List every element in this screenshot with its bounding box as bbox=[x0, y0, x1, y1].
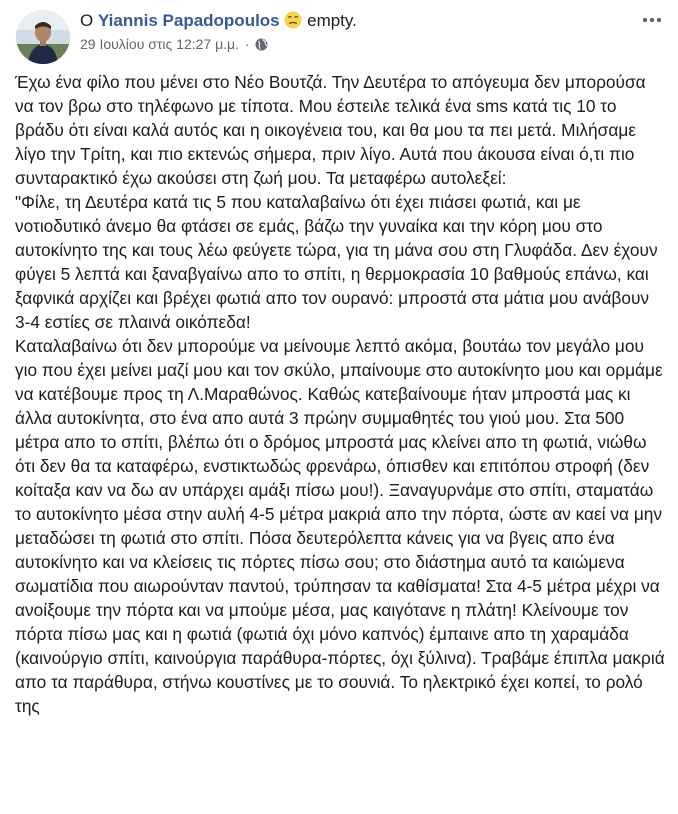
author-prefix: O bbox=[80, 11, 94, 30]
avatar-image bbox=[16, 10, 70, 64]
timestamp-line bbox=[80, 34, 626, 54]
globe-icon[interactable] bbox=[255, 38, 268, 51]
timestamp-link[interactable]: 29 Ιουλίου στις 12:27 μ.μ. bbox=[80, 36, 239, 52]
post-paragraph: Έχω ένα φίλο που μένει στο Νέο Βουτζά. Την Δευτέρα το απόγευμα δεν μπορούσα να τον βρω στο τηλέφωνο με τίποτα. Μου έστειλε τελικά ένα sms κατά τις 10 το βράδυ ότι είναι καλά αυτός και η οικογένεια του, και θα μου τα πει μετά. Μιλήσαμε λίγο την Τρίτη, και πιο εκτενώς σήμερα, πριν λίγο. Αυτά που άκουσα είναι ό,τι πιο συνταρακτικό έχω ακούσει στη ζωή μου. Τα μεταφέρω αυτολεξεί: bbox=[15, 72, 651, 188]
post-header bbox=[12, 8, 666, 60]
post-paragraph: Καταλαβαίνω ότι δεν μπορούμε να μείνουμε λεπτό ακόμα, βουτάω τον μεγάλο μου γιο που έχει μείνει μαζί μου και τον σκύλο, μπαίνουμε στο αυτοκίνητο μου και ορμάμε να κατέβουμε προς τη Λ.Μαραθώνος. Καθώς κατεβαίνουμε ήταν μπροστά μας κι άλλα αυτοκίνητα, στο ένα απο αυτά 3 πρώην συμμαθητές του γιού μου. Στα 500 μέτρα απο το σπίτι, βλέπω ότι ο δρόμος μπροστά μας κλείνει απο τη φωτιά, νιώθω ότι δεν θα τα καταφέρω, ενστικτωδώς φρενάρω, όπισθεν και επιτόπου στροφή (δεν κοίταξα καν να δω αν υπάρχει αμάξι πίσω μου!). Ξαναγυρνάμε στο σπίτι, σταματάω το αυτοκίνητο μέσα στην αυλή 4-5 μέτρα μακριά απο την πόρτα, ώστε αν καεί να μην μεταδώσει τη φωτιά στο σπίτι. Πόσα δευτερόλεπτα κάνεις για να βγεις απο ένα αυτοκίνητο και να κλείσεις τις πόρτες πίσω σου; στο διάστημα αυτό τα καιώμενα σωματίδια που αιωρούνταν παντού, τρύπησαν τα καθίσματα! Στα 4-5 μέτρα μέχρι να ανοίξουμε την πόρτα και να μπούμε μέσα, μας καιγότανε η πλάτη! Κλείνουμε τον πόρτα πίσω μας και η φωτιά (φωτιά όχι μόνο καπνός) έμπαινε απο τη χαραμάδα (καινούργιο σπίτι, καινούργια παράθυρα-πόρτες, όχι ξύλινα). Τραβάμε έπιπλα μακριά απο τα παράθυρα, στήνω κουστίνες με το σουνιά. Το ηλεκτρικό έχει κοπεί, το ρολό της bbox=[15, 336, 670, 716]
sad-face-emoji-icon bbox=[284, 11, 302, 29]
post-body bbox=[15, 70, 669, 718]
more-options-icon bbox=[638, 10, 666, 30]
post-paragraph: "Φίλε, τη Δευτέρα κατά τις 5 που καταλαβαίνω ότι έχει πιάσει φωτιά, και με νοτιοδυτικό άνεμο θα φτάσει σε εμάς, βάζω την γυναίκα και την κόρη μου στο αυτοκίνητο της και τους λέω φεύγετε τώρα, για τη μάνα σου στη Γλυφάδα. Δεν έχουν φύγει 5 λεπτά και ξαναβγαίνω απο το σπίτι, η θερμοκρασία 10 βαθμούς επάνω, και ξαφνικά αρχίζει και βρέχει φωτιά απο τον ουρανό: μπροστά στα μάτια μου ανάβουν 3-4 εστίες σε πλαινά οικόπεδα! bbox=[15, 192, 663, 332]
author-name-link[interactable]: Yiannis Papadopoulos bbox=[97, 11, 280, 30]
author-line bbox=[80, 8, 626, 34]
post-meta bbox=[80, 8, 626, 54]
avatar[interactable] bbox=[16, 10, 70, 64]
separator-dot: · bbox=[244, 36, 250, 52]
more-options-button[interactable] bbox=[638, 10, 666, 30]
feeling-text: empty. bbox=[307, 11, 357, 30]
